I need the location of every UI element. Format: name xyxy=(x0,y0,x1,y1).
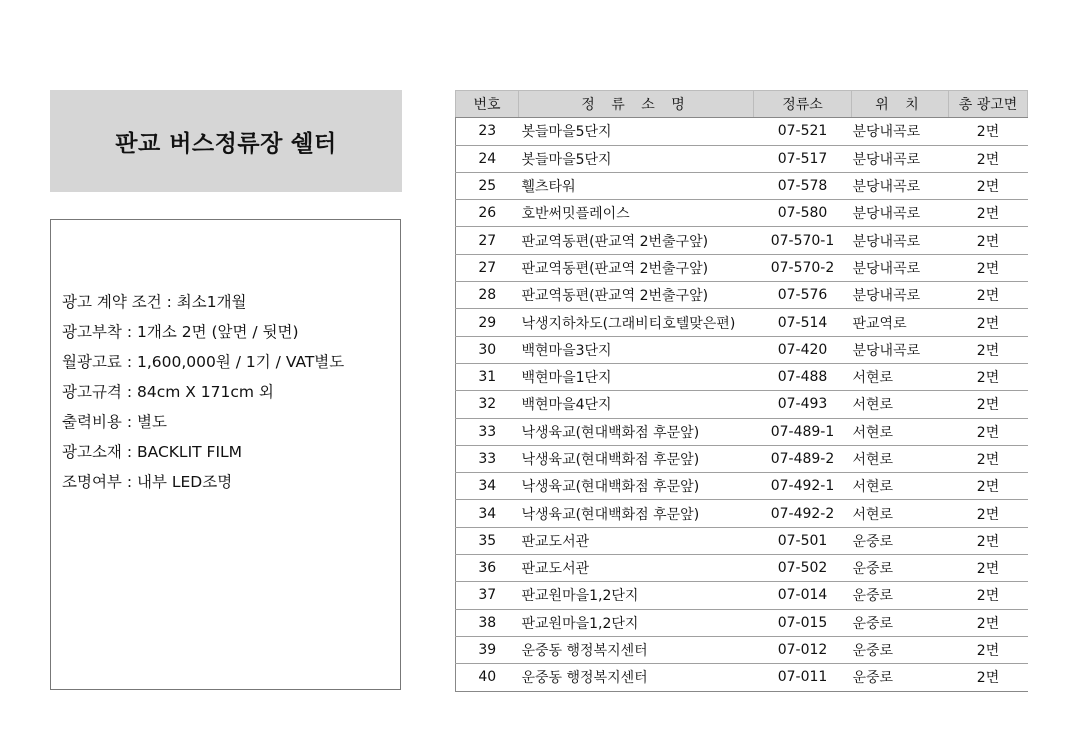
cell-location: 분당내곡로 xyxy=(852,118,949,145)
info-line xyxy=(62,437,400,467)
cell-stop-code: 07-492-2 xyxy=(754,500,852,527)
table-row xyxy=(456,636,1028,663)
cell-no: 34 xyxy=(456,473,519,500)
cell-stop-name: 낙생육교(현대백화점 후문앞) xyxy=(519,418,754,445)
table-row xyxy=(456,200,1028,227)
cell-stop-name: 판교역동편(판교역 2번출구앞) xyxy=(519,282,754,309)
bus-stop-table-wrap xyxy=(455,90,1027,692)
header-location: 위 치 xyxy=(852,91,949,118)
cell-total-faces: 2면 xyxy=(949,336,1028,363)
cell-no: 26 xyxy=(456,200,519,227)
cell-stop-code: 07-502 xyxy=(754,555,852,582)
cell-stop-code: 07-492-1 xyxy=(754,473,852,500)
info-value: 84cm X 171cm 외 xyxy=(136,383,274,401)
cell-location: 운중로 xyxy=(852,636,949,663)
ad-info-box xyxy=(50,219,401,690)
cell-stop-code: 07-493 xyxy=(754,391,852,418)
table-row xyxy=(456,363,1028,390)
cell-stop-name: 운중동 행정복지센터 xyxy=(519,636,754,663)
cell-stop-code: 07-011 xyxy=(754,664,852,691)
table-row xyxy=(456,609,1028,636)
cell-stop-code: 07-501 xyxy=(754,527,852,554)
cell-location: 서현로 xyxy=(852,445,949,472)
table-row xyxy=(456,391,1028,418)
cell-location: 판교역로 xyxy=(852,309,949,336)
cell-total-faces: 2면 xyxy=(949,636,1028,663)
cell-stop-code: 07-489-2 xyxy=(754,445,852,472)
info-value: 내부 LED조명 xyxy=(136,473,233,491)
cell-no: 39 xyxy=(456,636,519,663)
table-header-row xyxy=(456,91,1028,118)
table-row xyxy=(456,282,1028,309)
cell-location: 서현로 xyxy=(852,418,949,445)
info-separator: : xyxy=(161,293,177,311)
cell-location: 분당내곡로 xyxy=(852,282,949,309)
cell-total-faces: 2면 xyxy=(949,391,1028,418)
cell-location: 운중로 xyxy=(852,582,949,609)
info-label: 월광고료 xyxy=(62,353,122,371)
cell-total-faces: 2면 xyxy=(949,418,1028,445)
info-value: BACKLIT FILM xyxy=(136,443,243,461)
cell-total-faces: 2면 xyxy=(949,664,1028,691)
cell-total-faces: 2면 xyxy=(949,118,1028,145)
cell-no: 36 xyxy=(456,555,519,582)
cell-stop-name: 호반써밋플레이스 xyxy=(519,200,754,227)
cell-location: 분당내곡로 xyxy=(852,336,949,363)
cell-no: 30 xyxy=(456,336,519,363)
cell-total-faces: 2면 xyxy=(949,500,1028,527)
cell-stop-code: 07-014 xyxy=(754,582,852,609)
cell-stop-name: 휄츠타워 xyxy=(519,172,754,199)
cell-total-faces: 2면 xyxy=(949,227,1028,254)
cell-no: 24 xyxy=(456,145,519,172)
cell-no: 38 xyxy=(456,609,519,636)
cell-stop-name: 백현마을1단지 xyxy=(519,363,754,390)
cell-stop-name: 판교원마을1,2단지 xyxy=(519,609,754,636)
table-row xyxy=(456,445,1028,472)
cell-location: 분당내곡로 xyxy=(852,227,949,254)
info-label: 출력비용 xyxy=(62,413,122,431)
info-line xyxy=(62,467,400,497)
cell-stop-name: 판교역동편(판교역 2번출구앞) xyxy=(519,254,754,281)
table-row xyxy=(456,254,1028,281)
cell-total-faces: 2면 xyxy=(949,309,1028,336)
table-row xyxy=(456,336,1028,363)
cell-total-faces: 2면 xyxy=(949,582,1028,609)
cell-no: 27 xyxy=(456,254,519,281)
bus-stop-table xyxy=(455,90,1028,692)
cell-location: 분당내곡로 xyxy=(852,200,949,227)
cell-stop-name: 판교도서관 xyxy=(519,555,754,582)
info-separator: : xyxy=(121,443,137,461)
cell-location: 서현로 xyxy=(852,363,949,390)
cell-stop-name: 봇들마을5단지 xyxy=(519,118,754,145)
info-line xyxy=(62,347,400,377)
info-value: 별도 xyxy=(136,413,167,431)
cell-stop-name: 낙생육교(현대백화점 후문앞) xyxy=(519,473,754,500)
cell-stop-code: 07-521 xyxy=(754,118,852,145)
cell-stop-code: 07-517 xyxy=(754,145,852,172)
cell-stop-code: 07-578 xyxy=(754,172,852,199)
cell-total-faces: 2면 xyxy=(949,363,1028,390)
header-total-faces: 총 광고면 xyxy=(949,91,1028,118)
cell-stop-code: 07-015 xyxy=(754,609,852,636)
cell-total-faces: 2면 xyxy=(949,254,1028,281)
cell-stop-name: 봇들마을5단지 xyxy=(519,145,754,172)
info-value: 1,600,000원 / 1기 / VAT별도 xyxy=(136,353,345,371)
cell-no: 40 xyxy=(456,664,519,691)
info-value: 최소1개월 xyxy=(176,293,247,311)
cell-location: 분당내곡로 xyxy=(852,145,949,172)
cell-total-faces: 2면 xyxy=(949,145,1028,172)
info-label: 조명여부 xyxy=(62,473,122,491)
cell-stop-code: 07-570-1 xyxy=(754,227,852,254)
cell-stop-code: 07-488 xyxy=(754,363,852,390)
table-row xyxy=(456,473,1028,500)
cell-location: 서현로 xyxy=(852,473,949,500)
cell-location: 분당내곡로 xyxy=(852,172,949,199)
table-row xyxy=(456,145,1028,172)
info-label: 광고소재 xyxy=(62,443,122,461)
table-row xyxy=(456,555,1028,582)
table-row xyxy=(456,500,1028,527)
cell-total-faces: 2면 xyxy=(949,555,1028,582)
cell-no: 28 xyxy=(456,282,519,309)
cell-no: 35 xyxy=(456,527,519,554)
page-title: 판교 버스정류장 쉘터 xyxy=(115,130,337,157)
header-no: 번호 xyxy=(456,91,519,118)
table-row xyxy=(456,227,1028,254)
cell-stop-name: 판교원마을1,2단지 xyxy=(519,582,754,609)
cell-stop-code: 07-012 xyxy=(754,636,852,663)
cell-location: 운중로 xyxy=(852,609,949,636)
cell-no: 37 xyxy=(456,582,519,609)
cell-total-faces: 2면 xyxy=(949,200,1028,227)
cell-stop-name: 낙생육교(현대백화점 후문앞) xyxy=(519,445,754,472)
cell-stop-code: 07-420 xyxy=(754,336,852,363)
header-stop-code: 정류소 xyxy=(754,91,852,118)
cell-stop-name: 백현마을3단지 xyxy=(519,336,754,363)
table-row xyxy=(456,582,1028,609)
cell-stop-name: 판교역동편(판교역 2번출구앞) xyxy=(519,227,754,254)
cell-no: 27 xyxy=(456,227,519,254)
cell-total-faces: 2면 xyxy=(949,473,1028,500)
cell-location: 서현로 xyxy=(852,500,949,527)
cell-stop-code: 07-576 xyxy=(754,282,852,309)
cell-stop-name: 운중동 행정복지센터 xyxy=(519,664,754,691)
cell-stop-name: 백현마을4단지 xyxy=(519,391,754,418)
info-line xyxy=(62,317,400,347)
cell-stop-name: 판교도서관 xyxy=(519,527,754,554)
cell-no: 33 xyxy=(456,418,519,445)
cell-no: 33 xyxy=(456,445,519,472)
table-row xyxy=(456,418,1028,445)
cell-location: 운중로 xyxy=(852,664,949,691)
info-line xyxy=(62,287,400,317)
cell-stop-code: 07-489-1 xyxy=(754,418,852,445)
cell-total-faces: 2면 xyxy=(949,527,1028,554)
cell-stop-code: 07-570-2 xyxy=(754,254,852,281)
cell-no: 34 xyxy=(456,500,519,527)
info-line xyxy=(62,377,400,407)
cell-location: 분당내곡로 xyxy=(852,254,949,281)
cell-stop-name: 낙생지하차도(그래비티호텔맞은편) xyxy=(519,309,754,336)
info-label: 광고규격 xyxy=(62,383,122,401)
info-separator: : xyxy=(121,353,137,371)
cell-total-faces: 2면 xyxy=(949,445,1028,472)
header-stop-name: 정 류 소 명 xyxy=(519,91,754,118)
info-separator: : xyxy=(121,413,137,431)
cell-location: 서현로 xyxy=(852,391,949,418)
info-label: 광고부착 xyxy=(62,323,122,341)
cell-no: 23 xyxy=(456,118,519,145)
cell-stop-code: 07-580 xyxy=(754,200,852,227)
info-line xyxy=(62,407,400,437)
info-separator: : xyxy=(121,323,137,341)
table-row xyxy=(456,172,1028,199)
info-value: 1개소 2면 (앞면 / 뒷면) xyxy=(136,323,299,341)
info-separator: : xyxy=(121,473,137,491)
table-row xyxy=(456,664,1028,691)
cell-no: 29 xyxy=(456,309,519,336)
cell-total-faces: 2면 xyxy=(949,172,1028,199)
table-row xyxy=(456,527,1028,554)
table-row xyxy=(456,309,1028,336)
cell-location: 운중로 xyxy=(852,555,949,582)
info-label: 광고 계약 조건 xyxy=(62,293,162,311)
table-body xyxy=(456,118,1028,691)
cell-stop-code: 07-514 xyxy=(754,309,852,336)
info-separator: : xyxy=(121,383,137,401)
table-row xyxy=(456,118,1028,145)
cell-no: 25 xyxy=(456,172,519,199)
cell-total-faces: 2면 xyxy=(949,609,1028,636)
cell-stop-name: 낙생육교(현대백화점 후문앞) xyxy=(519,500,754,527)
cell-location: 운중로 xyxy=(852,527,949,554)
cell-total-faces: 2면 xyxy=(949,282,1028,309)
cell-no: 31 xyxy=(456,363,519,390)
cell-no: 32 xyxy=(456,391,519,418)
title-box xyxy=(50,90,402,192)
